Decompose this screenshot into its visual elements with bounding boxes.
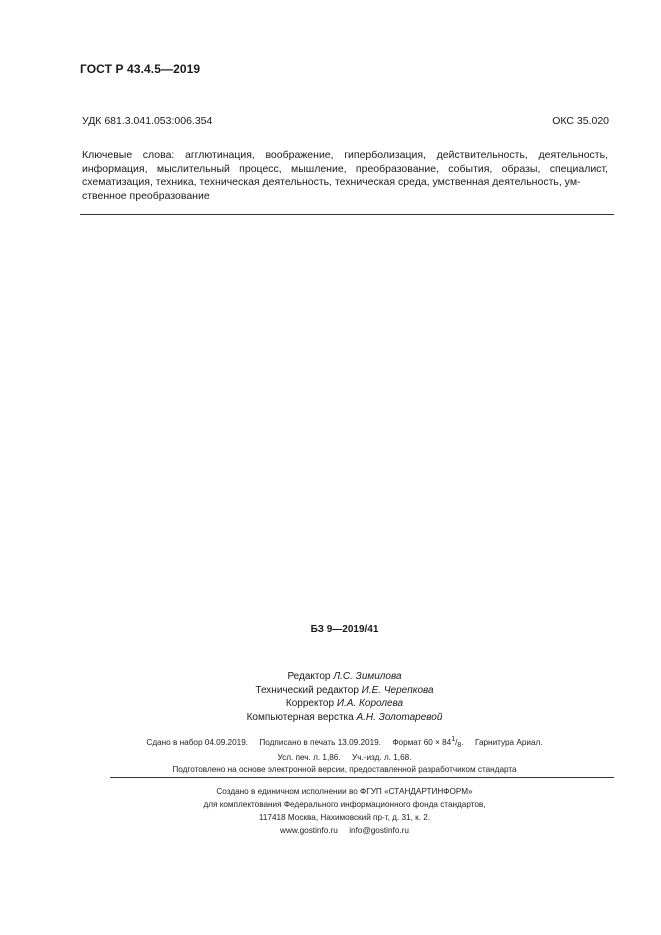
footer-contacts: www.gostinfo.ru info@gostinfo.ru [280, 826, 409, 835]
editorial-credits [0, 670, 661, 724]
format-fraction-denominator: 8 [457, 742, 462, 749]
credit-name: Л.С. Зимилова [333, 671, 402, 682]
footer-line: Создано в единичном исполнении во ФГУП «СТАНДАРТИНФОРМ» [216, 787, 473, 796]
udk-code: УДК 681.3.041.053:006.354 [82, 115, 213, 127]
keywords-paragraph: Ключевые слова: агглютинация, воображение, гиперболизация, действительность, деятельность, информация, мыслительный процесс, мышление, преобразование, события, образы, специалист, схематизация, техника, техническая деятельность, техническая среда, умственная деятельность, ум- ственное преобразование [82, 149, 608, 202]
credit-name: А.Н. Золотаревой [356, 711, 443, 723]
publication-line-2: Усл. печ. л. 1,86. Уч.-изд. л. 1,68. [277, 753, 412, 762]
credit-role: Корректор [285, 698, 337, 709]
credit-layout [28, 711, 661, 725]
bz-number: БЗ 9—2019/41 [310, 624, 379, 635]
format-fraction-numerator: 1 [451, 736, 456, 743]
footer-line: 117418 Москва, Нахимовский пр-т, д. 31, к. 2. [258, 813, 431, 822]
credit-role: Редактор [287, 671, 334, 682]
publication-info [0, 734, 661, 776]
divider-top [80, 214, 614, 215]
publication-line-3: Подготовлено на основе электронной версии, предоставленной разработчиком стандарта [172, 765, 517, 774]
credit-name: И.А. Королева [336, 698, 404, 709]
divider-bottom [110, 777, 614, 778]
credit-editor [28, 670, 661, 684]
credit-role: Компьютерная верстка [246, 711, 357, 723]
publisher-footer [0, 785, 661, 837]
footer-line: для комплектования Федерального информационного фонда стандартов, [203, 800, 486, 809]
credit-technical-editor [28, 684, 661, 698]
publication-typeface: . Гарнитура Ариал. [461, 738, 543, 747]
publication-line-1: Сдано в набор 04.09.2019. Подписано в печать 13.09.2019. Формат $60 \times 84^1/_8$. Гарнитура Ариал. [146, 736, 543, 749]
oks-code: ОКС 35.020 [552, 115, 609, 127]
credit-proofreader [28, 697, 661, 711]
document-header-standard: ГОСТ Р 43.4.5—2019 [80, 62, 201, 76]
publication-dates: Сдано в набор 04.09.2019. Подписано в печать 13.09.2019. Формат 60 × 84 [146, 738, 452, 747]
credit-role: Технический редактор [255, 684, 362, 696]
credit-name: И.Е. Черепкова [361, 684, 434, 696]
